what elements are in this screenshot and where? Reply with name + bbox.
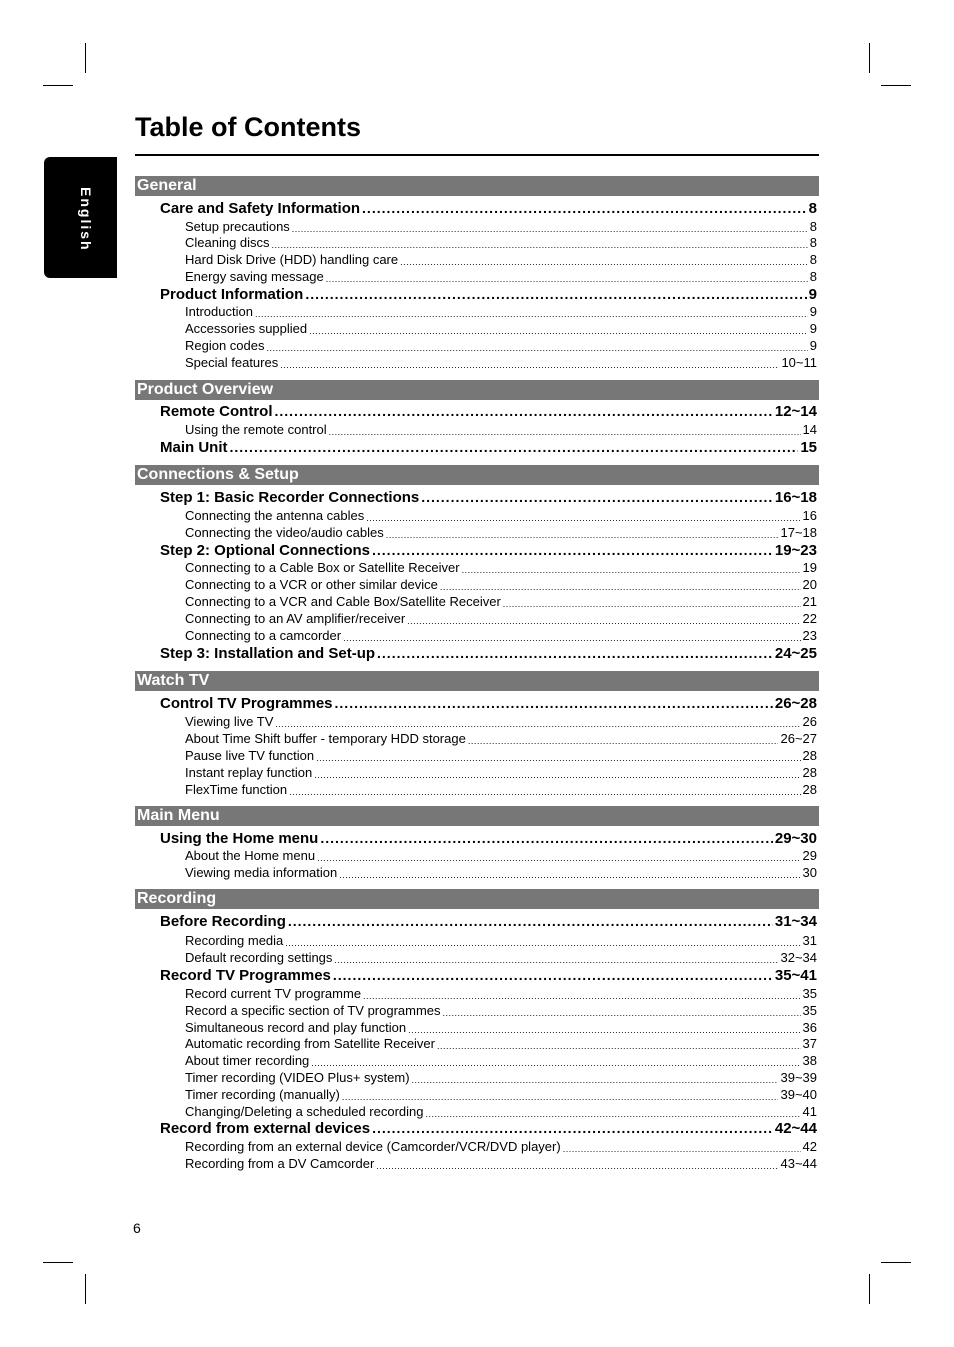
toc-heading-entry[interactable]	[160, 1120, 817, 1138]
dot-leader	[230, 438, 799, 453]
dot-leader	[426, 1104, 801, 1117]
section-header: Watch TV	[135, 671, 819, 691]
toc-heading-entry[interactable]	[160, 695, 817, 713]
section-header: Main Menu	[135, 806, 819, 826]
page-title: Table of Contents	[135, 112, 361, 142]
dot-leader	[372, 541, 773, 556]
entry-title: Care and Safety Information	[160, 200, 361, 217]
crop-mark	[85, 1274, 86, 1304]
toc-sub-entry[interactable]	[185, 234, 817, 251]
toc-heading-entry[interactable]	[160, 439, 817, 457]
entry-page: 9	[809, 321, 817, 336]
dot-leader	[280, 355, 779, 368]
dot-leader	[317, 848, 800, 861]
toc-sub-entry[interactable]	[185, 1035, 817, 1052]
dot-leader	[440, 577, 801, 590]
dot-leader	[320, 829, 773, 844]
toc-heading-entry[interactable]	[160, 542, 817, 560]
entry-title: Introduction	[185, 304, 253, 319]
entry-page: 23	[802, 628, 817, 643]
entry-title: About Time Shift buffer - temporary HDD storage	[185, 731, 466, 746]
crop-mark	[869, 43, 870, 73]
dot-leader	[443, 1003, 801, 1016]
section-header: Recording	[135, 889, 819, 909]
dot-leader	[563, 1139, 801, 1152]
entry-title: Recording media	[185, 933, 284, 948]
toc-sub-entry[interactable]	[185, 713, 817, 730]
dot-leader	[339, 865, 800, 878]
entry-page: 42	[802, 1139, 817, 1154]
toc-sub-entry[interactable]	[185, 576, 817, 593]
dot-leader	[407, 611, 800, 624]
entry-title: Step 3: Installation and Set-up	[160, 645, 376, 662]
toc-heading-entry[interactable]	[160, 200, 817, 218]
dot-leader	[275, 714, 800, 727]
dot-leader	[275, 402, 773, 417]
entry-page: 14	[802, 422, 817, 437]
toc-sub-entry[interactable]	[185, 218, 817, 235]
entry-page: 24~25	[774, 645, 817, 662]
entry-title: Record a specific section of TV programmes	[185, 1003, 441, 1018]
toc-sub-entry[interactable]	[185, 1002, 817, 1019]
entry-title: Connecting to a camcorder	[185, 628, 342, 643]
toc-sub-entry[interactable]	[185, 303, 817, 320]
toc-sub-entry[interactable]	[185, 747, 817, 764]
entry-title: About timer recording	[185, 1053, 310, 1068]
toc-sub-entry[interactable]	[185, 864, 817, 881]
dot-leader	[329, 422, 801, 435]
entry-title: Product Information	[160, 286, 304, 303]
entry-title: Accessories supplied	[185, 321, 308, 336]
entry-title: Record current TV programme	[185, 986, 362, 1001]
toc-heading-entry[interactable]	[160, 967, 817, 985]
entry-title: Record from external devices	[160, 1120, 371, 1137]
dot-leader	[272, 235, 808, 248]
dot-leader	[372, 1119, 773, 1134]
entry-title: Connecting to a Cable Box or Satellite Receiver	[185, 560, 460, 575]
toc-sub-entry[interactable]	[185, 354, 817, 371]
dot-leader	[408, 1020, 800, 1033]
entry-page: 9	[809, 338, 817, 353]
entry-title: Instant replay function	[185, 765, 313, 780]
toc-sub-entry[interactable]	[185, 1069, 817, 1086]
entry-page: 35	[802, 1003, 817, 1018]
entry-page: 12~14	[774, 403, 817, 420]
toc-sub-entry[interactable]	[185, 949, 817, 966]
entry-title: Connecting to an AV amplifier/receiver	[185, 611, 406, 626]
entry-title: Viewing media information	[185, 865, 338, 880]
entry-page: 26~27	[780, 731, 817, 746]
toc-sub-entry[interactable]	[185, 559, 817, 576]
entry-title: Record TV Programmes	[160, 967, 331, 984]
entry-title: Viewing live TV	[185, 714, 274, 729]
entry-title: Remote Control	[160, 403, 273, 420]
dot-leader	[362, 199, 807, 214]
dot-leader	[363, 986, 800, 999]
toc-sub-entry[interactable]	[185, 847, 817, 864]
entry-title: Setup precautions	[185, 219, 290, 234]
toc-sub-entry[interactable]	[185, 1019, 817, 1036]
entry-page: 10~11	[781, 355, 817, 370]
entry-title: Connecting to a VCR and Cable Box/Satellite Receiver	[185, 594, 501, 609]
entry-title: Timer recording (VIDEO Plus+ system)	[185, 1070, 410, 1085]
entry-page: 42~44	[774, 1120, 817, 1137]
dot-leader	[468, 731, 779, 744]
dot-leader	[334, 950, 778, 963]
toc-sub-entry[interactable]	[185, 781, 817, 798]
entry-page: 19	[802, 560, 817, 575]
entry-page: 39~39	[780, 1070, 817, 1085]
entry-title: About the Home menu	[185, 848, 316, 863]
dot-leader	[255, 304, 808, 317]
entry-title: Region codes	[185, 338, 265, 353]
dot-leader	[400, 252, 808, 265]
entry-title: Before Recording	[160, 913, 286, 930]
entry-title: FlexTime function	[185, 782, 288, 797]
entry-title: Step 2: Optional Connections	[160, 542, 371, 559]
entry-title: Step 1: Basic Recorder Connections	[160, 489, 420, 506]
dot-leader	[342, 1087, 779, 1100]
entry-title: Energy saving message	[185, 269, 324, 284]
entry-title: Connecting to a VCR or other similar device	[185, 577, 438, 592]
toc-sub-entry[interactable]	[185, 610, 817, 627]
entry-page: 16	[802, 508, 817, 523]
entry-page: 29	[802, 848, 817, 863]
dot-leader	[289, 782, 800, 795]
dot-leader	[285, 933, 800, 946]
entry-page: 8	[809, 219, 817, 234]
toc-sub-entry[interactable]	[185, 251, 817, 268]
toc-heading-entry[interactable]	[160, 403, 817, 421]
toc-sub-entry[interactable]	[185, 421, 817, 438]
page-number: 6	[133, 1220, 141, 1236]
title-divider	[135, 154, 819, 156]
dot-leader	[288, 912, 773, 927]
entry-page: 31	[802, 933, 817, 948]
language-label: English	[78, 187, 94, 252]
entry-title: Special features	[185, 355, 279, 370]
dot-leader	[366, 508, 800, 521]
entry-page: 8	[809, 269, 817, 284]
entry-page: 29~30	[774, 830, 817, 847]
toc-sub-entry[interactable]	[185, 1138, 817, 1155]
entry-title: Cleaning discs	[185, 235, 270, 250]
dot-leader	[335, 694, 773, 709]
entry-page: 21	[802, 594, 817, 609]
crop-mark	[85, 43, 86, 73]
entry-title: Using the Home menu	[160, 830, 319, 847]
toc-sub-entry[interactable]	[185, 1155, 817, 1172]
dot-leader	[311, 1053, 800, 1066]
section-header: Product Overview	[135, 380, 819, 400]
entry-page: 35~41	[774, 967, 817, 984]
toc-sub-entry[interactable]	[185, 507, 817, 524]
entry-title: Timer recording (manually)	[185, 1087, 340, 1102]
entry-page: 9	[809, 304, 817, 319]
entry-title: Hard Disk Drive (HDD) handling care	[185, 252, 399, 267]
dot-leader	[386, 525, 779, 538]
entry-title: Pause live TV function	[185, 748, 315, 763]
entry-page: 32~34	[780, 950, 817, 965]
toc-heading-entry[interactable]	[160, 830, 817, 848]
entry-page: 17~18	[780, 525, 817, 540]
crop-mark	[869, 1274, 870, 1304]
entry-page: 35	[802, 986, 817, 1001]
entry-page: 22	[802, 611, 817, 626]
toc-sub-entry[interactable]	[185, 1086, 817, 1103]
entry-page: 19~23	[774, 542, 817, 559]
language-tab	[44, 157, 117, 278]
section-header: General	[135, 176, 819, 196]
entry-title: Using the remote control	[185, 422, 327, 437]
entry-title: Control TV Programmes	[160, 695, 333, 712]
entry-page: 28	[802, 748, 817, 763]
entry-page: 30	[802, 865, 817, 880]
dot-leader	[292, 219, 808, 232]
entry-page: 8	[809, 235, 817, 250]
dot-leader	[503, 594, 801, 607]
entry-page: 43~44	[780, 1156, 817, 1171]
entry-page: 38	[802, 1053, 817, 1068]
toc-sub-entry[interactable]	[185, 985, 817, 1002]
entry-title: Connecting the video/audio cables	[185, 525, 384, 540]
dot-leader	[343, 628, 800, 641]
entry-page: 9	[808, 286, 817, 303]
dot-leader	[376, 1156, 778, 1169]
crop-mark	[43, 1262, 73, 1263]
dot-leader	[305, 285, 806, 300]
toc-heading-entry[interactable]	[160, 645, 817, 663]
dot-leader	[377, 644, 773, 659]
section-header: Connections & Setup	[135, 465, 819, 485]
entry-page: 16~18	[774, 489, 817, 506]
entry-page: 28	[802, 782, 817, 797]
entry-page: 26~28	[774, 695, 817, 712]
entry-page: 26	[802, 714, 817, 729]
toc-sub-entry[interactable]	[185, 1052, 817, 1069]
toc-sub-entry[interactable]	[185, 932, 817, 949]
entry-title: Recording from a DV Camcorder	[185, 1156, 375, 1171]
entry-page: 37	[802, 1036, 817, 1051]
toc-sub-entry[interactable]	[185, 320, 817, 337]
toc-sub-entry[interactable]	[185, 337, 817, 354]
dot-leader	[314, 765, 800, 778]
dot-leader	[412, 1070, 779, 1083]
dot-leader	[267, 338, 808, 351]
entry-title: Simultaneous record and play function	[185, 1020, 407, 1035]
dot-leader	[437, 1036, 801, 1049]
toc-heading-entry[interactable]	[160, 286, 817, 304]
toc-sub-entry[interactable]	[185, 593, 817, 610]
entry-title: Automatic recording from Satellite Receiver	[185, 1036, 435, 1051]
entry-title: Default recording settings	[185, 950, 333, 965]
dot-leader	[316, 748, 800, 761]
toc-sub-entry[interactable]	[185, 764, 817, 781]
entry-page: 39~40	[780, 1087, 817, 1102]
toc-sub-entry[interactable]	[185, 627, 817, 644]
dot-leader	[309, 321, 808, 334]
toc-sub-entry[interactable]	[185, 1103, 817, 1120]
entry-title: Changing/Deleting a scheduled recording	[185, 1104, 424, 1119]
entry-page: 8	[808, 200, 817, 217]
toc-sub-entry[interactable]	[185, 268, 817, 285]
dot-leader	[326, 269, 808, 282]
dot-leader	[421, 488, 773, 503]
entry-page: 28	[802, 765, 817, 780]
crop-mark	[43, 85, 73, 86]
dot-leader	[333, 966, 773, 981]
toc-sub-entry[interactable]	[185, 730, 817, 747]
toc-heading-entry[interactable]	[160, 913, 817, 931]
entry-page: 36	[802, 1020, 817, 1035]
toc-heading-entry[interactable]	[160, 489, 817, 507]
entry-page: 20	[802, 577, 817, 592]
dot-leader	[462, 560, 801, 573]
crop-mark	[881, 1262, 911, 1263]
entry-page: 8	[809, 252, 817, 267]
entry-page: 31~34	[774, 913, 817, 930]
entry-title: Main Unit	[160, 439, 228, 456]
entry-title: Recording from an external device (Camcorder/VCR/DVD player)	[185, 1139, 561, 1154]
crop-mark	[881, 85, 911, 86]
toc-sub-entry[interactable]	[185, 524, 817, 541]
entry-page: 41	[802, 1104, 817, 1119]
entry-title: Connecting the antenna cables	[185, 508, 365, 523]
entry-page: 15	[800, 439, 817, 456]
